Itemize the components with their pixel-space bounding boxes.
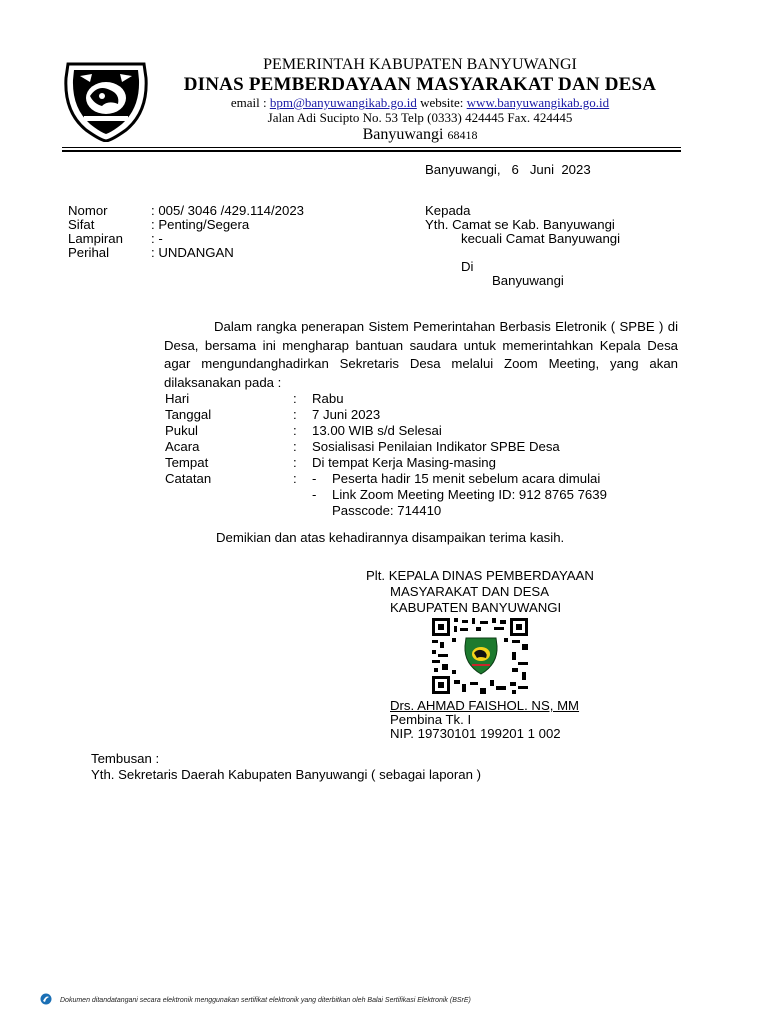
recipient-di: Di [461, 259, 474, 274]
signatory-rank: Pembina Tk. I [390, 712, 472, 727]
detail-label-pukul: Pukul [165, 423, 198, 438]
recipient-kepada: Kepada [425, 203, 471, 218]
website-link[interactable]: www.banyuwangikab.go.id [466, 95, 610, 110]
detail-value-tempat: Di tempat Kerja Masing-masing [312, 455, 496, 470]
tembusan-title: Tembusan : [91, 751, 160, 766]
letterhead-address: Jalan Adi Sucipto No. 53 Telp (0333) 424445 Fax. 424445 [267, 110, 573, 125]
detail-value-tanggal: 7 Juni 2023 [312, 407, 381, 422]
meta-value-nomor: : 005/ 3046 /429.114/2023 [151, 203, 305, 218]
website-label: website: [416, 95, 467, 110]
email-link[interactable]: bpm@banyuwangikab.go.id [269, 95, 417, 110]
tembusan-item: Yth. Sekretaris Daerah Kabupaten Banyuwangi ( sebagai laporan ) [91, 767, 482, 782]
detail-label-tempat: Tempat [165, 455, 209, 470]
meta-label-perihal: Perihal [68, 245, 110, 260]
detail-colon: : [293, 423, 297, 438]
qr-code-signature-icon [432, 618, 528, 694]
note-dash: - [312, 471, 317, 486]
recipient-place: Banyuwangi [492, 273, 564, 288]
signatory-title-1: Plt. KEPALA DINAS PEMBERDAYAAN [366, 568, 594, 583]
note-item: Link Zoom Meeting Meeting ID: 912 8765 7639 [332, 487, 607, 502]
detail-label-tanggal: Tanggal [165, 407, 212, 422]
postcode: 68418 [447, 128, 478, 142]
meta-label-sifat: Sifat [68, 217, 95, 232]
detail-label-catatan: Catatan [165, 471, 212, 486]
meta-label-nomor: Nomor [68, 203, 108, 218]
detail-label-acara: Acara [165, 439, 200, 454]
detail-colon: : [293, 439, 297, 454]
letterhead-contact [160, 95, 680, 111]
email-label: email : [230, 95, 270, 110]
body-paragraph [164, 318, 678, 392]
letterhead-city [160, 126, 680, 144]
signatory-title-2: MASYARAKAT DAN DESA [390, 584, 550, 599]
signatory-name: Drs. AHMAD FAISHOL. NS, MM [390, 698, 580, 713]
signatory-nip: NIP. 19730101 199201 1 002 [390, 726, 561, 741]
detail-value-pukul: 13.00 WIB s/d Selesai [312, 423, 442, 438]
meta-value-perihal: : UNDANGAN [151, 245, 234, 260]
recipient-yth: Yth. Camat se Kab. Banyuwangi [425, 217, 615, 232]
meta-value-sifat: : Penting/Segera [151, 217, 250, 232]
footer-note: Dokumen ditandatangani secara elektronik menggunakan sertifikat elektronik yang diterbitkan oleh Balai Sertifikasi Elektronik (BSrE) [60, 997, 471, 1004]
letterhead-rule-thick [62, 150, 681, 152]
recipient-kecuali: kecuali Camat Banyuwangi [461, 231, 621, 246]
body-paragraph-text: Dalam rangka penerapan Sistem Pemerintahan Berbasis Eletronik ( SPBE ) di Desa, bersama ini mengharap bantuan saudara untuk memerintahkan Kepala Desa agar mengundanghadirkan Sekretaris Desa melalui Zoom Meeting, yang akan dilaksanakan pada : [164, 319, 678, 390]
detail-colon: : [293, 471, 297, 486]
meta-value-lampiran: : - [151, 231, 163, 246]
city-name: Banyuwangi [362, 126, 444, 143]
letterhead-rule [62, 147, 681, 148]
detail-value-acara: Sosialisasi Penilaian Indikator SPBE Desa [312, 439, 560, 454]
detail-label-hari: Hari [165, 391, 190, 406]
letterhead-agency: DINAS PEMBERDAYAAN MASYARAKAT DAN DESA [183, 74, 657, 95]
detail-colon: : [293, 455, 297, 470]
detail-value-hari: Rabu [312, 391, 344, 406]
closing-sentence: Demikian dan atas kehadirannya disampaikan terima kasih. [216, 530, 565, 545]
bsre-icon [40, 993, 52, 1005]
note-dash: - [312, 487, 317, 502]
meta-label-lampiran: Lampiran [68, 231, 123, 246]
letter-date: Banyuwangi, 6 Juni 2023 [425, 162, 591, 177]
passcode: Passcode: 714410 [332, 503, 442, 518]
regency-emblem-icon [62, 60, 150, 142]
detail-colon: : [293, 391, 297, 406]
letterhead-government: PEMERINTAH KABUPATEN BANYUWANGI [263, 56, 577, 73]
note-item: Peserta hadir 15 menit sebelum acara dimulai [332, 471, 601, 486]
detail-colon: : [293, 407, 297, 422]
signatory-title-3: KABUPATEN BANYUWANGI [390, 600, 562, 615]
